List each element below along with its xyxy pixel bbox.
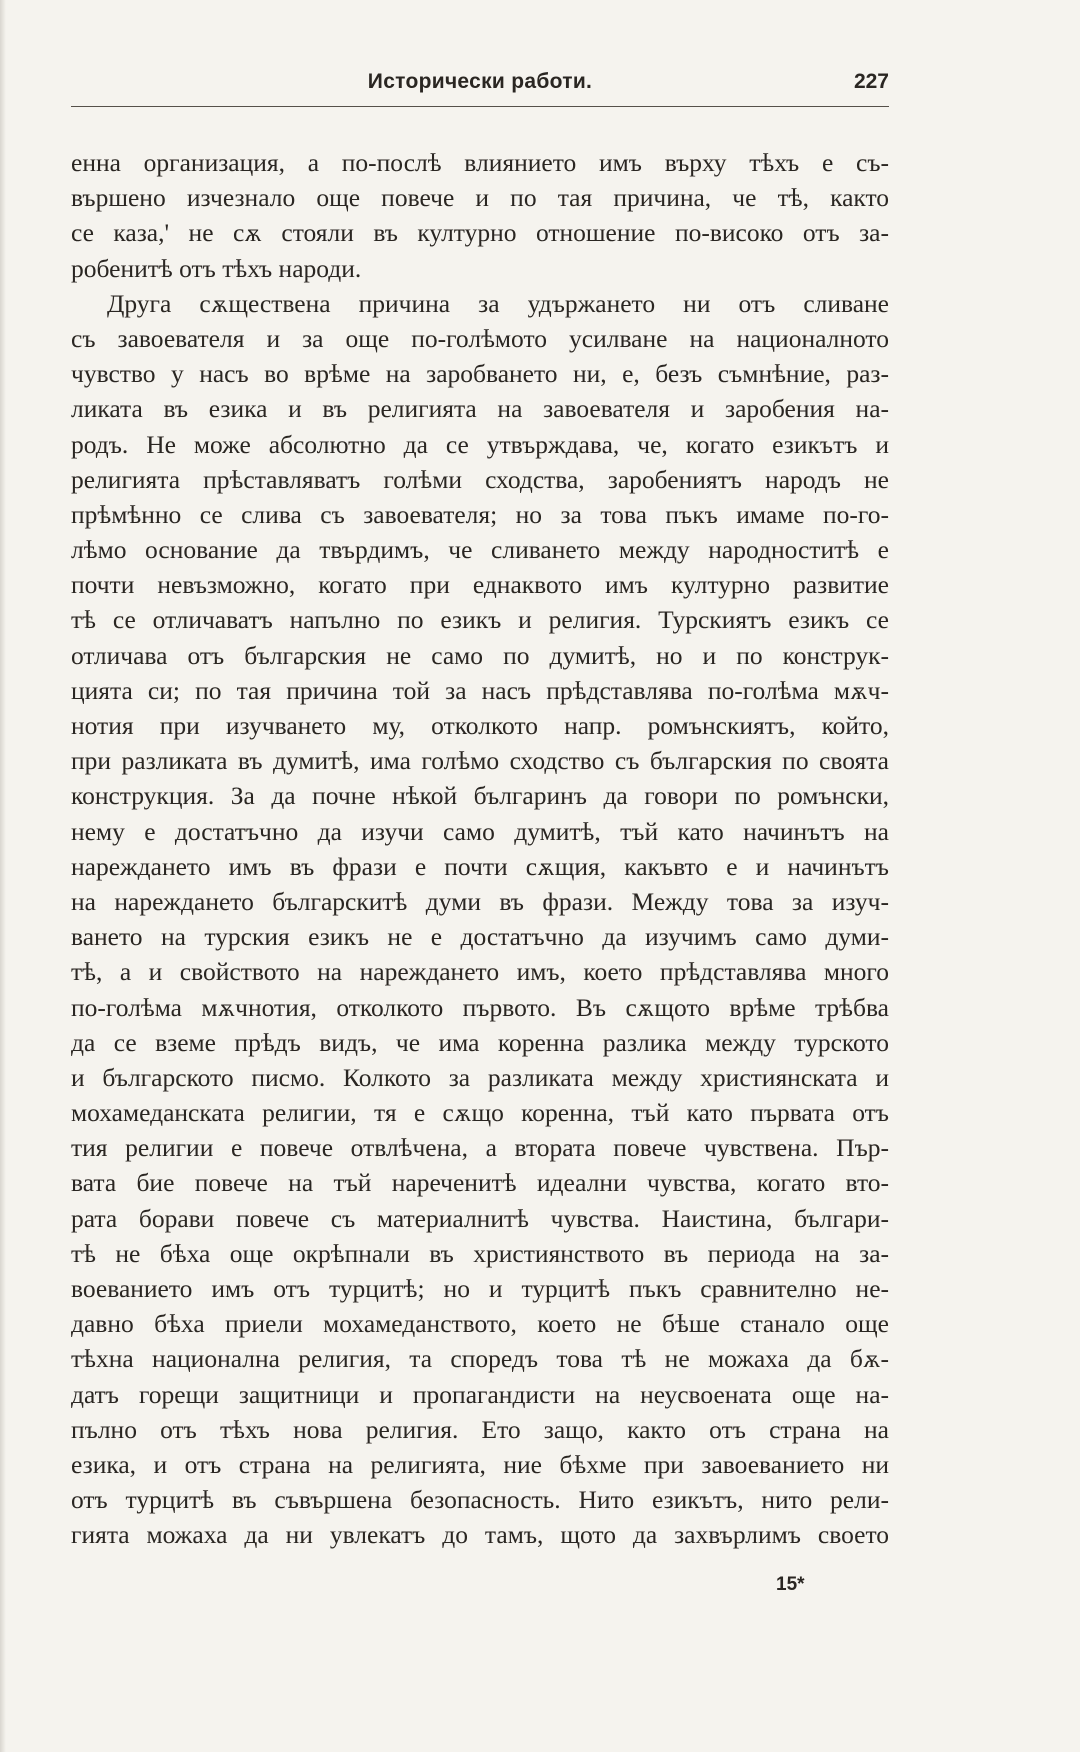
text-line: тѣ, а и свойството на нареждането имъ, което прѣдставлява много — [71, 957, 889, 987]
running-header — [71, 70, 889, 110]
text-line: датъ горещи защитници и пропагандисти на неусвоената още на- — [71, 1379, 889, 1409]
text-line: почти невъзможно, когато при еднаквото имъ културно развитие — [71, 570, 889, 600]
text-line: чувство у насъ во врѣме на заробването ни, е, безъ съмнѣние, раз- — [71, 359, 889, 389]
header-title: Исторически работи. — [367, 70, 593, 93]
text-line: пълно отъ тѣхъ нова религия. Ето защо, както отъ страна на — [71, 1414, 889, 1444]
text-line: на нареждането българскитѣ думи въ фрази. Между това за изуч- — [71, 886, 889, 916]
text-line: религията прѣставляватъ голѣми сходства, заробениятъ народъ не — [71, 464, 889, 494]
printer-signature-mark: 15* — [776, 1574, 805, 1595]
text-line: тѣ не бѣха още окрѣпнали въ християнството въ периода на за- — [71, 1238, 889, 1268]
text-line: отъ турцитѣ въ съвършена безопасность. Нито езикътъ, нито рели- — [71, 1485, 889, 1515]
text-line: ването на турския езикъ не е достатъчно да изучимъ само думи- — [71, 922, 889, 952]
text-line: отличава отъ българския не само по думитѣ, но и по конструк- — [71, 640, 889, 670]
text-line: енна организация, а по-послѣ влиянието имъ върху тѣхъ е съ- — [71, 148, 889, 177]
page-number: 227 — [853, 70, 889, 93]
text-line: нареждането имъ въ фрази е почти сѫщия, какъвто е и начинътъ — [71, 851, 889, 881]
text-line: Друга сѫществена причина за удържането ни отъ сливане — [107, 288, 889, 318]
text-line: езика, и отъ страна на религията, ние бѣхме при завоеванието ни — [71, 1449, 889, 1479]
text-line: давно бѣха приели мохамеданството, което не бѣше станало още — [71, 1309, 889, 1339]
text-line: при разликата въ думитѣ, има голѣмо сходство съ българския по своята — [71, 746, 889, 776]
text-line: робенитѣ отъ тѣхъ народи. — [71, 253, 362, 283]
text-line: да се вземе прѣдъ видъ, че има коренна разлика между турското — [71, 1027, 889, 1057]
text-line: ликата въ езика и въ религията на завоевателя и заробения на- — [71, 394, 889, 424]
body-text — [71, 145, 889, 1553]
text-line: цията си; по тая причина той за насъ прѣдставлява по-голѣма мѫч- — [71, 675, 889, 705]
text-line: родъ. Не може абсолютно да се утвърждава, че, когато езикътъ и — [71, 429, 889, 459]
text-line: вата бие повече на тъй нареченитѣ идеални чувства, когато вто- — [71, 1168, 889, 1198]
text-line: лѣмо основание да твърдимъ, че сливането между народноститѣ е — [71, 535, 889, 565]
text-line: нему е достатъчно да изучи само думитѣ, тъй като начинътъ на — [71, 816, 889, 846]
text-line: мохамеданската религии, тя е сѫщо коренна, тъй като първата отъ — [71, 1098, 889, 1128]
scan-edge-shadow — [0, 0, 6, 1752]
text-line: по-голѣма мѫчнотия, отколкото първото. Въ сѫщото врѣме трѣбва — [71, 992, 889, 1022]
text-line: конструкция. За да почне нѣкой българинъ да говори по ромънски, — [71, 781, 889, 811]
text-line: тия религии е повече отвлѣчена, а втората повече чувствена. Пър- — [71, 1133, 889, 1163]
text-line: тѣхна национална религия, та споредъ това тѣ не можаха да бѫ- — [71, 1344, 889, 1374]
text-line: гията можаха да ни увлекатъ до тамъ, щото да захвърлимъ своето — [71, 1520, 889, 1550]
header-rule — [71, 106, 889, 107]
text-line: и българското писмо. Колкото за разликата между християнската и — [71, 1062, 889, 1092]
text-line: тѣ се отличаватъ напълно по езикъ и религия. Турскиятъ езикъ се — [71, 605, 889, 635]
text-line: рата борави повече съ материалнитѣ чувства. Наистина, българи- — [71, 1203, 889, 1233]
text-line: вършено изчезнало още повече и по тая причина, че тѣ, както — [71, 183, 889, 213]
text-line: прѣмѣнно се слива съ завоевателя; но за това пъкъ имаме по-го- — [71, 499, 889, 529]
text-line: съ завоевателя и за още по-голѣмото усилване на националното — [71, 323, 889, 353]
text-line: воеванието имъ отъ турцитѣ; но и турцитѣ пъкъ сравнително не- — [71, 1274, 889, 1303]
text-line: нотия при изучването му, отколкото напр. ромънскиятъ, който, — [71, 711, 889, 740]
text-line: се каза,' не сѫ стояли въ културно отношение по-високо отъ за- — [71, 218, 889, 248]
